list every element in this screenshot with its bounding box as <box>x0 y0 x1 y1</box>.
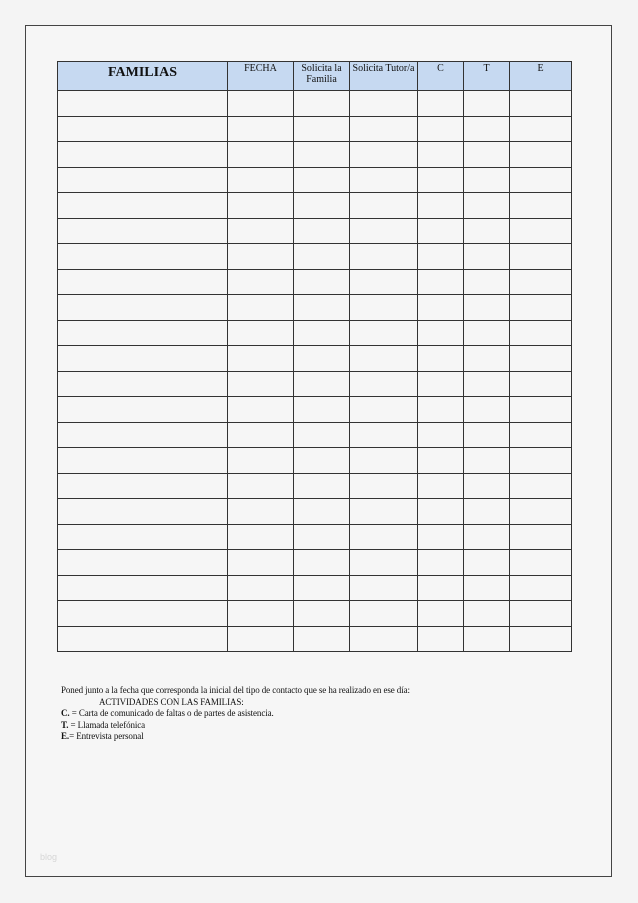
table-cell[interactable] <box>510 626 572 652</box>
table-cell[interactable] <box>58 448 228 474</box>
table-row <box>58 244 572 270</box>
table-cell[interactable] <box>58 371 228 397</box>
table-cell[interactable] <box>350 422 418 448</box>
table-cell[interactable] <box>464 346 510 372</box>
legend-key-e: E. <box>61 731 70 741</box>
table-cell[interactable] <box>418 295 464 321</box>
table-cell[interactable] <box>464 193 510 219</box>
table-cell[interactable] <box>510 397 572 423</box>
watermark-text: blog <box>40 852 58 862</box>
table-cell[interactable] <box>418 142 464 168</box>
table-cell[interactable] <box>418 499 464 525</box>
table-cell[interactable] <box>58 269 228 295</box>
table-cell[interactable] <box>464 575 510 601</box>
table-cell[interactable] <box>294 575 350 601</box>
table-cell[interactable] <box>464 116 510 142</box>
table-row <box>58 142 572 168</box>
table-cell[interactable] <box>418 193 464 219</box>
table-cell[interactable] <box>294 448 350 474</box>
table-cell[interactable] <box>510 371 572 397</box>
table-cell[interactable] <box>350 524 418 550</box>
table-cell[interactable] <box>418 244 464 270</box>
table-cell[interactable] <box>464 371 510 397</box>
table-cell[interactable] <box>464 550 510 576</box>
table-cell[interactable] <box>294 422 350 448</box>
table-cell[interactable] <box>464 448 510 474</box>
table-cell[interactable] <box>228 575 294 601</box>
table-body <box>58 91 572 652</box>
table-cell[interactable] <box>58 116 228 142</box>
table-cell[interactable] <box>350 167 418 193</box>
table-row <box>58 601 572 627</box>
table-cell[interactable] <box>350 397 418 423</box>
table-cell[interactable] <box>464 473 510 499</box>
table-cell[interactable] <box>228 422 294 448</box>
table-cell[interactable] <box>350 295 418 321</box>
table-cell[interactable] <box>294 218 350 244</box>
header-e: E <box>510 62 572 91</box>
table-cell[interactable] <box>350 499 418 525</box>
table-cell[interactable] <box>418 397 464 423</box>
table-cell[interactable] <box>228 142 294 168</box>
table-cell[interactable] <box>464 320 510 346</box>
table-cell[interactable] <box>228 295 294 321</box>
table-row <box>58 91 572 117</box>
activities-heading: ACTIVIDADES CON LAS FAMILIAS: <box>99 696 244 707</box>
table-cell[interactable] <box>464 167 510 193</box>
table-cell[interactable] <box>228 269 294 295</box>
header-fecha: FECHA <box>228 62 294 91</box>
table-cell[interactable] <box>510 142 572 168</box>
table-cell[interactable] <box>418 371 464 397</box>
table-cell[interactable] <box>418 601 464 627</box>
table-row <box>58 193 572 219</box>
table-cell[interactable] <box>510 422 572 448</box>
legend-key-t: T. <box>61 719 69 730</box>
legend-text-c: = Carta de comunicado de faltas o de partes de asistencia. <box>69 708 274 718</box>
table-cell[interactable] <box>228 320 294 346</box>
table-cell[interactable] <box>418 91 464 117</box>
table-cell[interactable] <box>464 397 510 423</box>
table-cell[interactable] <box>510 346 572 372</box>
table-cell[interactable] <box>228 167 294 193</box>
table-cell[interactable] <box>350 244 418 270</box>
table-cell[interactable] <box>464 422 510 448</box>
table-cell[interactable] <box>418 473 464 499</box>
legend-key-c: C. <box>61 708 70 718</box>
table-row <box>58 167 572 193</box>
table-cell[interactable] <box>228 116 294 142</box>
table-cell[interactable] <box>294 473 350 499</box>
legend-text-e: = Entrevista personal <box>69 731 144 741</box>
legend-item-e <box>61 731 410 743</box>
header-familias: FAMILIAS <box>58 62 228 91</box>
table-cell[interactable] <box>294 524 350 550</box>
header-solicita-familia: Solicita la Familia <box>294 62 350 91</box>
table-cell[interactable] <box>228 473 294 499</box>
table-cell[interactable] <box>294 244 350 270</box>
table-cell[interactable] <box>418 269 464 295</box>
table-cell[interactable] <box>510 244 572 270</box>
table-cell[interactable] <box>58 499 228 525</box>
table-cell[interactable] <box>294 269 350 295</box>
table-cell[interactable] <box>58 524 228 550</box>
table-cell[interactable] <box>58 397 228 423</box>
table-cell[interactable] <box>58 320 228 346</box>
table-cell[interactable] <box>294 499 350 525</box>
table-cell[interactable] <box>58 346 228 372</box>
table-cell[interactable] <box>228 550 294 576</box>
table-cell[interactable] <box>228 499 294 525</box>
legend-text-t: = Llamada telefónica <box>68 719 146 730</box>
table-cell[interactable] <box>294 142 350 168</box>
table-cell[interactable] <box>58 295 228 321</box>
table-cell[interactable] <box>294 91 350 117</box>
table-row <box>58 269 572 295</box>
table-cell[interactable] <box>294 320 350 346</box>
table-cell[interactable] <box>464 244 510 270</box>
table-cell[interactable] <box>510 448 572 474</box>
table-cell[interactable] <box>350 269 418 295</box>
table-cell[interactable] <box>350 575 418 601</box>
table-cell[interactable] <box>464 218 510 244</box>
table-cell[interactable] <box>350 218 418 244</box>
table-cell[interactable] <box>510 473 572 499</box>
table-cell[interactable] <box>228 626 294 652</box>
table-cell[interactable] <box>58 167 228 193</box>
table-cell[interactable] <box>294 167 350 193</box>
table-cell[interactable] <box>350 601 418 627</box>
table-cell[interactable] <box>510 499 572 525</box>
table-cell[interactable] <box>58 422 228 448</box>
table-row <box>58 320 572 346</box>
table-cell[interactable] <box>58 473 228 499</box>
table-cell[interactable] <box>58 193 228 219</box>
table-cell[interactable] <box>464 142 510 168</box>
table-cell[interactable] <box>418 550 464 576</box>
table-cell[interactable] <box>58 244 228 270</box>
table-row <box>58 346 572 372</box>
table-cell[interactable] <box>228 193 294 219</box>
table-cell[interactable] <box>350 193 418 219</box>
table-cell[interactable] <box>228 218 294 244</box>
table-row <box>58 295 572 321</box>
table-cell[interactable] <box>58 601 228 627</box>
table-cell[interactable] <box>294 371 350 397</box>
legend-item-c <box>61 708 410 720</box>
table-cell[interactable] <box>228 601 294 627</box>
table-cell[interactable] <box>464 524 510 550</box>
table-cell[interactable] <box>58 142 228 168</box>
table-cell[interactable] <box>58 218 228 244</box>
header-c: C <box>418 62 464 91</box>
table-cell[interactable] <box>228 346 294 372</box>
table-cell[interactable] <box>294 626 350 652</box>
header-solicita-tutor: Solicita Tutor/a <box>350 62 418 91</box>
table-cell[interactable] <box>294 193 350 219</box>
table-cell[interactable] <box>58 91 228 117</box>
table-row <box>58 422 572 448</box>
table-cell[interactable] <box>350 346 418 372</box>
table-cell[interactable] <box>418 626 464 652</box>
table-cell[interactable] <box>350 116 418 142</box>
table-cell[interactable] <box>418 575 464 601</box>
header-t: T <box>464 62 510 91</box>
table-cell[interactable] <box>418 116 464 142</box>
table-row <box>58 550 572 576</box>
table-cell[interactable] <box>418 346 464 372</box>
notes-block <box>61 685 410 743</box>
table-cell[interactable] <box>58 550 228 576</box>
table-cell[interactable] <box>294 295 350 321</box>
table-cell[interactable] <box>510 193 572 219</box>
table-row <box>58 371 572 397</box>
table-cell[interactable] <box>418 167 464 193</box>
table-row <box>58 575 572 601</box>
table-cell[interactable] <box>418 218 464 244</box>
header-row <box>58 62 572 91</box>
table-row <box>58 626 572 652</box>
table-cell[interactable] <box>510 524 572 550</box>
table-cell[interactable] <box>350 550 418 576</box>
legend-item-t <box>61 720 410 732</box>
table-row <box>58 218 572 244</box>
table-cell[interactable] <box>464 295 510 321</box>
table-cell[interactable] <box>58 575 228 601</box>
table-cell[interactable] <box>350 473 418 499</box>
table-cell[interactable] <box>510 269 572 295</box>
table-cell[interactable] <box>464 269 510 295</box>
table-cell[interactable] <box>510 218 572 244</box>
table-cell[interactable] <box>228 397 294 423</box>
table-cell[interactable] <box>228 448 294 474</box>
table-cell[interactable] <box>350 626 418 652</box>
table-cell[interactable] <box>350 448 418 474</box>
table-row <box>58 397 572 423</box>
table-cell[interactable] <box>294 397 350 423</box>
table-cell[interactable] <box>58 626 228 652</box>
table-row <box>58 499 572 525</box>
table-cell[interactable] <box>350 142 418 168</box>
table-cell[interactable] <box>350 371 418 397</box>
table-cell[interactable] <box>510 91 572 117</box>
table-cell[interactable] <box>464 601 510 627</box>
table-cell[interactable] <box>228 371 294 397</box>
table-cell[interactable] <box>294 346 350 372</box>
table-cell[interactable] <box>294 116 350 142</box>
table-cell[interactable] <box>510 167 572 193</box>
table-cell[interactable] <box>464 626 510 652</box>
table-cell[interactable] <box>228 91 294 117</box>
table-cell[interactable] <box>510 601 572 627</box>
table-row <box>58 524 572 550</box>
instruction-text: Poned junto a la fecha que corresponda la inicial del tipo de contacto que se ha realizado en ese día: <box>61 685 410 695</box>
table-cell[interactable] <box>228 244 294 270</box>
table-cell[interactable] <box>464 91 510 117</box>
table-cell[interactable] <box>418 422 464 448</box>
table-row <box>58 116 572 142</box>
table-cell[interactable] <box>510 116 572 142</box>
table-cell[interactable] <box>510 320 572 346</box>
table-cell[interactable] <box>418 448 464 474</box>
table-cell[interactable] <box>510 295 572 321</box>
family-contact-table <box>57 61 572 652</box>
table-cell[interactable] <box>350 320 418 346</box>
table-cell[interactable] <box>228 524 294 550</box>
table-cell[interactable] <box>418 524 464 550</box>
page-frame <box>25 25 612 877</box>
table-cell[interactable] <box>464 499 510 525</box>
table-cell[interactable] <box>510 575 572 601</box>
table-cell[interactable] <box>510 550 572 576</box>
table-cell[interactable] <box>418 320 464 346</box>
table-row <box>58 448 572 474</box>
table-cell[interactable] <box>294 550 350 576</box>
table-row <box>58 473 572 499</box>
table-cell[interactable] <box>294 601 350 627</box>
table-cell[interactable] <box>350 91 418 117</box>
